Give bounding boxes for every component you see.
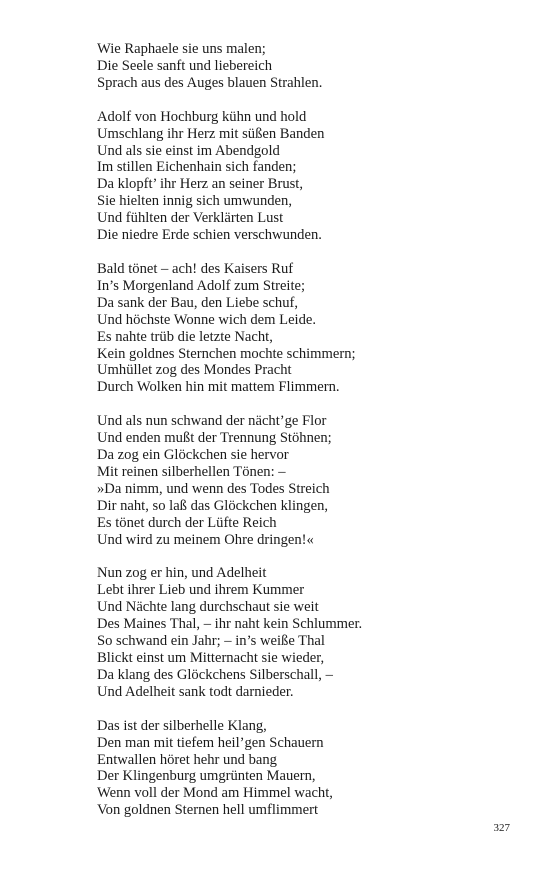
- verse-line: Und Nächte lang durchschaut sie weit: [97, 599, 319, 616]
- verse-line: Dir naht, so laß das Glöckchen klingen,: [97, 497, 329, 514]
- verse-line: Entwallen höret hehr und bang: [97, 751, 277, 768]
- verse-line: Wie Raphaele sie uns malen;: [97, 41, 266, 57]
- verse-line: Adolf von Hochburg kühn und hold: [97, 108, 307, 125]
- verse-line: Und enden mußt der Trennung Stöhnen;: [97, 430, 332, 447]
- stanza: [97, 41, 517, 92]
- verse-line: So schwand ein Jahr; – in’s weiße Thal: [97, 633, 325, 650]
- stanza: [97, 565, 517, 700]
- verse-line: Kein goldnes Sternchen mochte schimmern;: [97, 345, 356, 362]
- verse-line: Nun zog er hin, und Adelheit: [97, 565, 267, 582]
- stanza: [97, 109, 517, 244]
- verse-line: In’s Morgenland Adolf zum Streite;: [97, 277, 306, 294]
- verse-line: Und als sie einst im Abendgold: [97, 142, 280, 159]
- stanza: [97, 718, 517, 819]
- verse-line: Von goldnen Sternen hell umflimmert: [97, 802, 319, 819]
- verse-line: »Da nimm, und wenn des Todes Streich: [97, 480, 330, 497]
- verse-line: Des Maines Thal, – ihr naht kein Schlummer.: [97, 616, 363, 633]
- verse-line: Und als nun schwand der nächt’ge Flor: [97, 413, 327, 430]
- verse-line: Und höchste Wonne wich dem Leide.: [97, 311, 317, 328]
- verse-line: Bald tönet – ach! des Kaisers Ruf: [97, 260, 294, 277]
- verse-line: Es nahte trüb die letzte Nacht,: [97, 328, 273, 345]
- verse-line: Da klang des Glöckchens Silberschall, –: [97, 666, 333, 683]
- verse-line: Umhüllet zog des Mondes Pracht: [97, 362, 292, 379]
- page-number: 327: [493, 822, 510, 834]
- verse-line: Da sank der Bau, den Liebe schuf,: [97, 294, 298, 311]
- verse-line: Mit reinen silberhellen Tönen: –: [97, 463, 286, 480]
- verse-line: Da klopft’ ihr Herz an seiner Brust,: [97, 176, 304, 193]
- stanza: [97, 413, 517, 548]
- verse-line: Sprach aus des Auges blauen Strahlen.: [97, 74, 323, 91]
- verse-line: Und wird zu meinem Ohre dringen!«: [97, 531, 314, 548]
- verse-line: Den man mit tiefem heil’gen Schauern: [97, 734, 324, 751]
- stanza: [97, 261, 517, 396]
- verse-line: Lebt ihrer Lieb und ihrem Kummer: [97, 582, 305, 599]
- poem-text: [97, 41, 517, 836]
- verse-line: Die niedre Erde schien verschwunden.: [97, 227, 322, 244]
- verse-line: Umschlang ihr Herz mit süßen Banden: [97, 125, 325, 142]
- verse-line: Wenn voll der Mond am Himmel wacht,: [97, 785, 333, 802]
- verse-line: Es tönet durch der Lüfte Reich: [97, 514, 277, 531]
- verse-line: Das ist der silberhelle Klang,: [97, 717, 267, 734]
- verse-line: Im stillen Eichenhain sich fanden;: [97, 159, 297, 176]
- verse-line: Da zog ein Glöckchen sie hervor: [97, 447, 289, 464]
- verse-line: Sie hielten innig sich umwunden,: [97, 193, 292, 210]
- verse-line: Die Seele sanft und liebereich: [97, 57, 273, 74]
- verse-line: Durch Wolken hin mit mattem Flimmern.: [97, 379, 340, 396]
- verse-line: Und Adelheit sank todt darnieder.: [97, 683, 294, 700]
- verse-line: Der Klingenburg umgrünten Mauern,: [97, 768, 316, 785]
- verse-line: Und fühlten der Verklärten Lust: [97, 210, 284, 227]
- verse-line: Blickt einst um Mitternacht sie wieder,: [97, 650, 325, 666]
